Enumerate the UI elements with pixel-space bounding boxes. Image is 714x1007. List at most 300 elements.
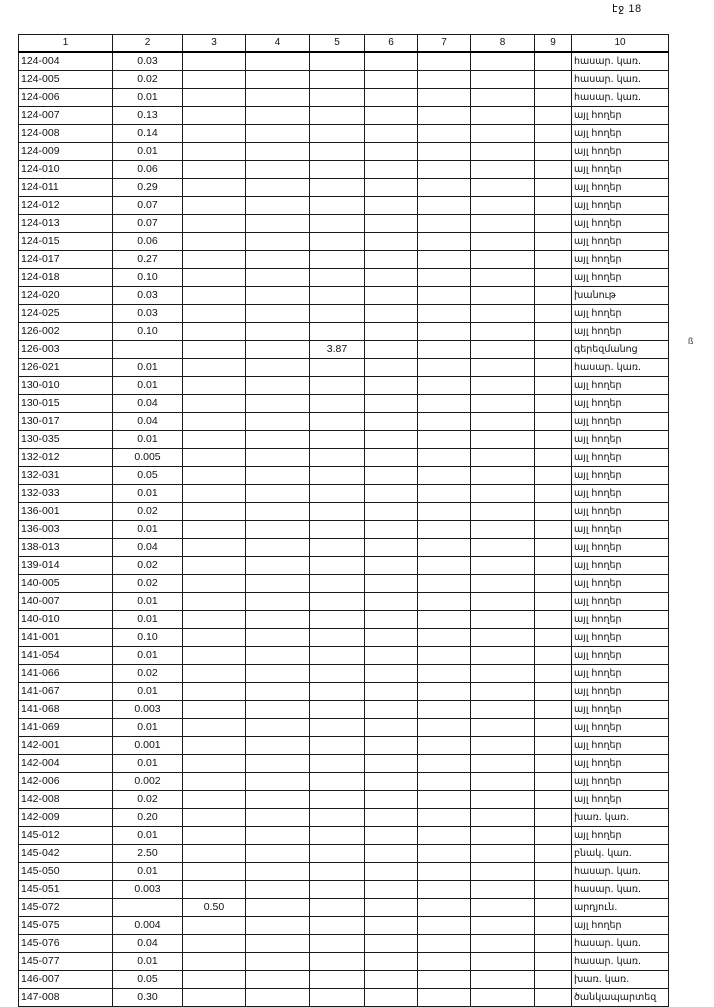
area-cell-col-4 xyxy=(246,881,310,899)
area-cell-col-4 xyxy=(246,935,310,953)
area-cell-col-2: 0.03 xyxy=(113,52,183,71)
table-row xyxy=(19,773,669,791)
area-cell-col-7 xyxy=(418,107,471,125)
area-cell-col-2: 0.003 xyxy=(113,701,183,719)
parcel-code-cell: 126-003 xyxy=(19,341,113,359)
land-use-cell: ծանկապարտեզ xyxy=(572,989,669,1007)
area-cell-col-4 xyxy=(246,287,310,305)
area-cell-col-8 xyxy=(471,305,535,323)
parcel-code-cell: 145-050 xyxy=(19,863,113,881)
table-row xyxy=(19,755,669,773)
area-cell-col-9 xyxy=(535,737,572,755)
area-cell-col-5 xyxy=(310,899,365,917)
area-cell-col-3 xyxy=(183,593,246,611)
land-use-cell: հասար. կառ. xyxy=(572,935,669,953)
area-cell-col-9 xyxy=(535,89,572,107)
area-cell-col-6 xyxy=(365,485,418,503)
area-cell-col-5 xyxy=(310,467,365,485)
area-cell-col-2: 0.002 xyxy=(113,773,183,791)
area-cell-col-5 xyxy=(310,269,365,287)
area-cell-col-9 xyxy=(535,125,572,143)
parcel-code-cell: 130-035 xyxy=(19,431,113,449)
land-use-cell: հասար. կառ. xyxy=(572,89,669,107)
area-cell-col-3 xyxy=(183,52,246,71)
area-cell-col-7 xyxy=(418,449,471,467)
area-cell-col-8 xyxy=(471,899,535,917)
area-cell-col-7 xyxy=(418,791,471,809)
area-cell-col-3 xyxy=(183,377,246,395)
area-cell-col-8 xyxy=(471,611,535,629)
area-cell-col-3 xyxy=(183,647,246,665)
area-cell-col-6 xyxy=(365,305,418,323)
area-cell-col-8 xyxy=(471,791,535,809)
area-cell-col-3 xyxy=(183,197,246,215)
area-cell-col-5 xyxy=(310,107,365,125)
area-cell-col-4 xyxy=(246,575,310,593)
area-cell-col-8 xyxy=(471,269,535,287)
area-cell-col-6 xyxy=(365,863,418,881)
table-row xyxy=(19,215,669,233)
area-cell-col-2: 0.01 xyxy=(113,431,183,449)
area-cell-col-5 xyxy=(310,917,365,935)
area-cell-col-6 xyxy=(365,71,418,89)
area-cell-col-8 xyxy=(471,52,535,71)
area-cell-col-6 xyxy=(365,359,418,377)
area-cell-col-2: 0.001 xyxy=(113,737,183,755)
table-row xyxy=(19,449,669,467)
area-cell-col-9 xyxy=(535,449,572,467)
land-use-cell: այլ հողեր xyxy=(572,701,669,719)
area-cell-col-7 xyxy=(418,161,471,179)
area-cell-col-3 xyxy=(183,881,246,899)
area-cell-col-5 xyxy=(310,719,365,737)
land-use-cell: խառ. կառ. xyxy=(572,809,669,827)
area-cell-col-2: 0.29 xyxy=(113,179,183,197)
area-cell-col-7 xyxy=(418,899,471,917)
area-cell-col-9 xyxy=(535,809,572,827)
area-cell-col-9 xyxy=(535,215,572,233)
area-cell-col-6 xyxy=(365,719,418,737)
table-row xyxy=(19,863,669,881)
area-cell-col-2: 0.01 xyxy=(113,485,183,503)
area-cell-col-9 xyxy=(535,791,572,809)
parcel-code-cell: 142-006 xyxy=(19,773,113,791)
area-cell-col-4 xyxy=(246,683,310,701)
area-cell-col-5 xyxy=(310,863,365,881)
table-row xyxy=(19,953,669,971)
area-cell-col-4 xyxy=(246,503,310,521)
area-cell-col-7 xyxy=(418,467,471,485)
table-row xyxy=(19,413,669,431)
parcel-code-cell: 145-051 xyxy=(19,881,113,899)
area-cell-col-5 xyxy=(310,233,365,251)
area-cell-col-3 xyxy=(183,125,246,143)
land-use-cell: այլ հողեր xyxy=(572,539,669,557)
area-cell-col-8 xyxy=(471,467,535,485)
area-cell-col-9 xyxy=(535,503,572,521)
area-cell-col-9 xyxy=(535,755,572,773)
parcel-code-cell: 141-068 xyxy=(19,701,113,719)
area-cell-col-4 xyxy=(246,125,310,143)
land-use-cell: այլ հողեր xyxy=(572,557,669,575)
parcel-code-cell: 145-077 xyxy=(19,953,113,971)
area-cell-col-7 xyxy=(418,809,471,827)
area-cell-col-2: 0.05 xyxy=(113,971,183,989)
area-cell-col-2: 2.50 xyxy=(113,845,183,863)
area-cell-col-4 xyxy=(246,809,310,827)
area-cell-col-4 xyxy=(246,971,310,989)
land-use-cell: այլ հողեր xyxy=(572,467,669,485)
parcel-code-cell: 136-003 xyxy=(19,521,113,539)
area-cell-col-6 xyxy=(365,52,418,71)
parcel-code-cell: 145-072 xyxy=(19,899,113,917)
table-row xyxy=(19,899,669,917)
parcel-code-cell: 139-014 xyxy=(19,557,113,575)
area-cell-col-3 xyxy=(183,89,246,107)
area-cell-col-3 xyxy=(183,449,246,467)
area-cell-col-2: 0.01 xyxy=(113,953,183,971)
area-cell-col-3 xyxy=(183,719,246,737)
area-cell-col-9 xyxy=(535,413,572,431)
area-cell-col-4 xyxy=(246,917,310,935)
area-cell-col-7 xyxy=(418,773,471,791)
area-cell-col-2: 0.01 xyxy=(113,719,183,737)
area-cell-col-8 xyxy=(471,359,535,377)
parcel-code-cell: 124-017 xyxy=(19,251,113,269)
area-cell-col-8 xyxy=(471,485,535,503)
area-cell-col-9 xyxy=(535,719,572,737)
area-cell-col-7 xyxy=(418,269,471,287)
area-cell-col-9 xyxy=(535,575,572,593)
area-cell-col-3 xyxy=(183,989,246,1007)
area-cell-col-3 xyxy=(183,809,246,827)
area-cell-col-4 xyxy=(246,701,310,719)
area-cell-col-4 xyxy=(246,431,310,449)
land-use-cell: այլ հողեր xyxy=(572,431,669,449)
area-cell-col-6 xyxy=(365,917,418,935)
area-cell-col-9 xyxy=(535,683,572,701)
area-cell-col-6 xyxy=(365,521,418,539)
area-cell-col-5 xyxy=(310,89,365,107)
area-cell-col-5: 3.87 xyxy=(310,341,365,359)
area-cell-col-5 xyxy=(310,323,365,341)
area-cell-col-8 xyxy=(471,971,535,989)
area-cell-col-9 xyxy=(535,467,572,485)
land-use-cell: խանութ xyxy=(572,287,669,305)
land-use-cell: այլ հողեր xyxy=(572,791,669,809)
area-cell-col-2: 0.10 xyxy=(113,323,183,341)
area-cell-col-9 xyxy=(535,899,572,917)
area-cell-col-2: 0.01 xyxy=(113,377,183,395)
area-cell-col-5 xyxy=(310,773,365,791)
parcel-code-cell: 141-066 xyxy=(19,665,113,683)
parcel-code-cell: 124-010 xyxy=(19,161,113,179)
area-cell-col-3 xyxy=(183,539,246,557)
area-cell-col-5 xyxy=(310,179,365,197)
table-row xyxy=(19,431,669,449)
area-cell-col-7 xyxy=(418,593,471,611)
area-cell-col-8 xyxy=(471,179,535,197)
table-row xyxy=(19,827,669,845)
land-use-cell: այլ հողեր xyxy=(572,629,669,647)
area-cell-col-2: 0.01 xyxy=(113,683,183,701)
area-cell-col-2: 0.003 xyxy=(113,881,183,899)
area-cell-col-5 xyxy=(310,935,365,953)
area-cell-col-4 xyxy=(246,449,310,467)
area-cell-col-6 xyxy=(365,467,418,485)
area-cell-col-3 xyxy=(183,431,246,449)
land-use-cell: այլ հողեր xyxy=(572,683,669,701)
area-cell-col-2: 0.10 xyxy=(113,269,183,287)
area-cell-col-5 xyxy=(310,539,365,557)
area-cell-col-9 xyxy=(535,539,572,557)
table-row xyxy=(19,629,669,647)
parcel-code-cell: 147-008 xyxy=(19,989,113,1007)
area-cell-col-8 xyxy=(471,539,535,557)
area-cell-col-8 xyxy=(471,89,535,107)
area-cell-col-4 xyxy=(246,89,310,107)
area-cell-col-8 xyxy=(471,107,535,125)
table-row xyxy=(19,485,669,503)
area-cell-col-5 xyxy=(310,125,365,143)
area-cell-col-8 xyxy=(471,647,535,665)
area-cell-col-9 xyxy=(535,989,572,1007)
table-row xyxy=(19,323,669,341)
area-cell-col-8 xyxy=(471,845,535,863)
land-use-cell: հասար. կառ. xyxy=(572,863,669,881)
area-cell-col-7 xyxy=(418,737,471,755)
parcel-code-cell: 124-011 xyxy=(19,179,113,197)
area-cell-col-3 xyxy=(183,521,246,539)
area-cell-col-5 xyxy=(310,809,365,827)
area-cell-col-5 xyxy=(310,881,365,899)
table-row xyxy=(19,377,669,395)
area-cell-col-6 xyxy=(365,611,418,629)
area-cell-col-2: 0.14 xyxy=(113,125,183,143)
land-use-cell: այլ հողեր xyxy=(572,611,669,629)
area-cell-col-2: 0.005 xyxy=(113,449,183,467)
area-cell-col-2: 0.01 xyxy=(113,89,183,107)
area-cell-col-6 xyxy=(365,737,418,755)
land-use-cell: այլ հողեր xyxy=(572,827,669,845)
parcel-code-cell: 136-001 xyxy=(19,503,113,521)
area-cell-col-4 xyxy=(246,107,310,125)
area-cell-col-9 xyxy=(535,107,572,125)
area-cell-col-5 xyxy=(310,647,365,665)
area-cell-col-4 xyxy=(246,233,310,251)
area-cell-col-5 xyxy=(310,287,365,305)
area-cell-col-8 xyxy=(471,125,535,143)
area-cell-col-6 xyxy=(365,845,418,863)
area-cell-col-6 xyxy=(365,953,418,971)
area-cell-col-8 xyxy=(471,917,535,935)
area-cell-col-5 xyxy=(310,395,365,413)
table-row xyxy=(19,683,669,701)
area-cell-col-9 xyxy=(535,881,572,899)
area-cell-col-3 xyxy=(183,773,246,791)
area-cell-col-9 xyxy=(535,197,572,215)
area-cell-col-4 xyxy=(246,539,310,557)
area-cell-col-4 xyxy=(246,845,310,863)
area-cell-col-4 xyxy=(246,755,310,773)
area-cell-col-5 xyxy=(310,161,365,179)
area-cell-col-9 xyxy=(535,647,572,665)
area-cell-col-2: 0.04 xyxy=(113,395,183,413)
area-cell-col-2: 0.01 xyxy=(113,647,183,665)
area-cell-col-5 xyxy=(310,521,365,539)
table-row xyxy=(19,593,669,611)
area-cell-col-5 xyxy=(310,629,365,647)
land-use-cell: այլ հողեր xyxy=(572,485,669,503)
parcel-code-cell: 124-007 xyxy=(19,107,113,125)
area-cell-col-7 xyxy=(418,539,471,557)
area-cell-col-4 xyxy=(246,359,310,377)
area-cell-col-3 xyxy=(183,971,246,989)
area-cell-col-7 xyxy=(418,52,471,71)
column-header-4: 4 xyxy=(246,35,310,53)
table-row xyxy=(19,917,669,935)
parcel-code-cell: 145-075 xyxy=(19,917,113,935)
area-cell-col-3 xyxy=(183,305,246,323)
area-cell-col-5 xyxy=(310,557,365,575)
table-row xyxy=(19,935,669,953)
area-cell-col-6 xyxy=(365,899,418,917)
table-row xyxy=(19,359,669,377)
table-row xyxy=(19,539,669,557)
area-cell-col-8 xyxy=(471,629,535,647)
area-cell-col-2: 0.02 xyxy=(113,71,183,89)
area-cell-col-7 xyxy=(418,575,471,593)
land-use-cell: այլ հողեր xyxy=(572,125,669,143)
area-cell-col-7 xyxy=(418,413,471,431)
area-cell-col-9 xyxy=(535,827,572,845)
parcel-code-cell: 124-005 xyxy=(19,71,113,89)
land-use-cell: այլ հողեր xyxy=(572,215,669,233)
area-cell-col-7 xyxy=(418,251,471,269)
area-cell-col-4 xyxy=(246,737,310,755)
table-row xyxy=(19,395,669,413)
area-cell-col-6 xyxy=(365,557,418,575)
area-cell-col-7 xyxy=(418,359,471,377)
land-use-cell: այլ հողեր xyxy=(572,593,669,611)
land-use-cell: արդյուն. xyxy=(572,899,669,917)
parcel-code-cell: 145-042 xyxy=(19,845,113,863)
area-cell-col-8 xyxy=(471,683,535,701)
area-cell-col-2: 0.01 xyxy=(113,359,183,377)
area-cell-col-3: 0.50 xyxy=(183,899,246,917)
table-row xyxy=(19,89,669,107)
area-cell-col-9 xyxy=(535,377,572,395)
area-cell-col-6 xyxy=(365,89,418,107)
table-row xyxy=(19,197,669,215)
area-cell-col-3 xyxy=(183,107,246,125)
area-cell-col-3 xyxy=(183,683,246,701)
parcel-code-cell: 130-015 xyxy=(19,395,113,413)
area-cell-col-7 xyxy=(418,377,471,395)
margin-mark: ß xyxy=(688,336,694,346)
area-cell-col-6 xyxy=(365,881,418,899)
area-cell-col-5 xyxy=(310,737,365,755)
land-use-cell: այլ հողեր xyxy=(572,197,669,215)
table-row xyxy=(19,269,669,287)
area-cell-col-3 xyxy=(183,395,246,413)
parcel-code-cell: 145-076 xyxy=(19,935,113,953)
area-cell-col-9 xyxy=(535,323,572,341)
area-cell-col-2: 0.01 xyxy=(113,827,183,845)
parcel-code-cell: 130-010 xyxy=(19,377,113,395)
area-cell-col-7 xyxy=(418,917,471,935)
area-cell-col-4 xyxy=(246,593,310,611)
table-row xyxy=(19,467,669,485)
area-cell-col-5 xyxy=(310,665,365,683)
area-cell-col-9 xyxy=(535,359,572,377)
area-cell-col-6 xyxy=(365,179,418,197)
area-cell-col-3 xyxy=(183,917,246,935)
area-cell-col-6 xyxy=(365,575,418,593)
header-row xyxy=(19,35,669,53)
area-cell-col-9 xyxy=(535,953,572,971)
area-cell-col-7 xyxy=(418,323,471,341)
land-use-cell: այլ հողեր xyxy=(572,143,669,161)
area-cell-col-8 xyxy=(471,287,535,305)
area-cell-col-2: 0.13 xyxy=(113,107,183,125)
area-cell-col-5 xyxy=(310,197,365,215)
land-use-cell: այլ հողեր xyxy=(572,737,669,755)
column-header-8: 8 xyxy=(471,35,535,53)
area-cell-col-3 xyxy=(183,791,246,809)
area-cell-col-7 xyxy=(418,431,471,449)
parcel-code-cell: 124-018 xyxy=(19,269,113,287)
parcel-code-cell: 142-004 xyxy=(19,755,113,773)
area-cell-col-3 xyxy=(183,953,246,971)
area-cell-col-2: 0.06 xyxy=(113,161,183,179)
area-cell-col-7 xyxy=(418,683,471,701)
area-cell-col-6 xyxy=(365,701,418,719)
parcel-code-cell: 141-069 xyxy=(19,719,113,737)
parcel-code-cell: 124-020 xyxy=(19,287,113,305)
area-cell-col-8 xyxy=(471,557,535,575)
area-cell-col-5 xyxy=(310,215,365,233)
area-cell-col-3 xyxy=(183,341,246,359)
area-cell-col-9 xyxy=(535,665,572,683)
table-row xyxy=(19,521,669,539)
area-cell-col-6 xyxy=(365,773,418,791)
area-cell-col-2: 0.02 xyxy=(113,665,183,683)
area-cell-col-7 xyxy=(418,287,471,305)
area-cell-col-5 xyxy=(310,827,365,845)
area-cell-col-3 xyxy=(183,233,246,251)
area-cell-col-7 xyxy=(418,485,471,503)
area-cell-col-9 xyxy=(535,431,572,449)
area-cell-col-2: 0.07 xyxy=(113,215,183,233)
area-cell-col-6 xyxy=(365,449,418,467)
area-cell-col-4 xyxy=(246,521,310,539)
area-cell-col-8 xyxy=(471,143,535,161)
area-cell-col-9 xyxy=(535,557,572,575)
area-cell-col-4 xyxy=(246,251,310,269)
column-header-9: 9 xyxy=(535,35,572,53)
parcel-code-cell: 124-012 xyxy=(19,197,113,215)
table-row xyxy=(19,143,669,161)
table-row xyxy=(19,881,669,899)
area-cell-col-2: 0.01 xyxy=(113,521,183,539)
table-row xyxy=(19,107,669,125)
area-cell-col-4 xyxy=(246,557,310,575)
area-cell-col-7 xyxy=(418,179,471,197)
area-cell-col-6 xyxy=(365,161,418,179)
area-cell-col-3 xyxy=(183,485,246,503)
area-cell-col-5 xyxy=(310,971,365,989)
